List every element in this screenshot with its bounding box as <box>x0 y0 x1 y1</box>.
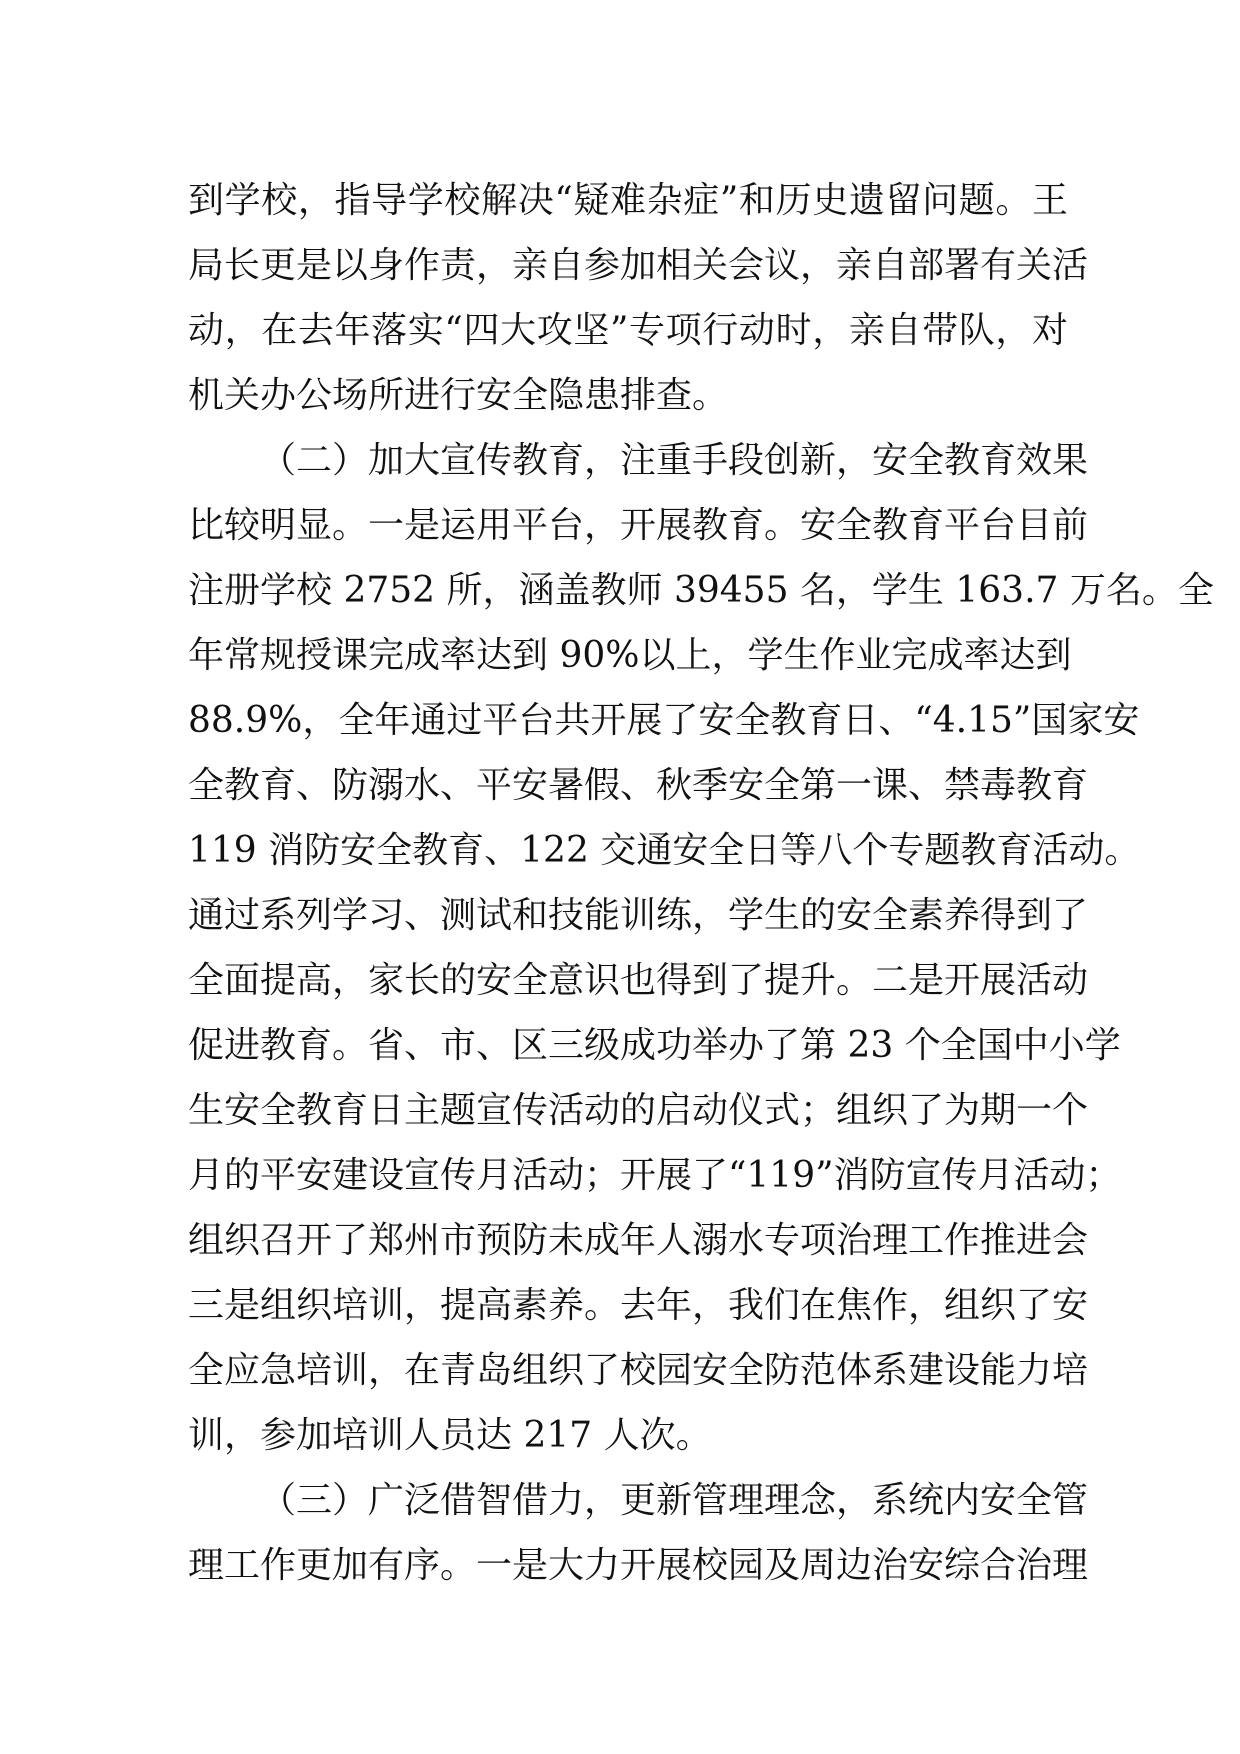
text-line: 机关办公场所进行安全隐患排查。 <box>188 375 729 416</box>
text-line: 88.9%，全年通过平台共开展了安全教育日、“4.15”国家安 <box>188 700 1140 741</box>
body-text <box>188 168 1214 1598</box>
text-line: 组织召开了郑州市预防未成年人溺水专项治理工作推进会 <box>188 1220 1089 1261</box>
text-line: 全应急培训，在青岛组织了校园安全防范体系建设能力培 <box>188 1350 1089 1391</box>
text-line: 促进教育。省、市、区三级成功举办了第 23 个全国中小学 <box>188 1025 1121 1066</box>
text-line: （三）广泛借智借力，更新管理理念，系统内安全管 <box>260 1480 1089 1521</box>
text-line: 全面提高，家长的安全意识也得到了提升。二是开展活动 <box>188 960 1089 1001</box>
text-line: （二）加大宣传教育，注重手段创新，安全教育效果 <box>260 440 1089 481</box>
text-line: 三是组织培训，提高素养。去年，我们在焦作，组织了安 <box>188 1285 1089 1326</box>
text-line: 全教育、防溺水、平安暑假、秋季安全第一课、禁毒教育 <box>188 765 1089 806</box>
text-line: 通过系列学习、测试和技能训练，学生的安全素养得到了 <box>188 895 1089 936</box>
text-line: 生安全教育日主题宣传活动的启动仪式；组织了为期一个 <box>188 1090 1089 1131</box>
text-line: 训，参加培训人员达 217 人次。 <box>188 1415 712 1456</box>
text-line: 年常规授课完成率达到 90%以上，学生作业完成率达到 <box>188 635 1072 676</box>
text-line: 动，在去年落实“四大攻坚”专项行动时，亲自带队，对 <box>188 310 1068 351</box>
text-line: 119 消防安全教育、122 交通安全日等八个专题教育活动。 <box>188 830 1141 871</box>
text-line: 注册学校 2752 所，涵盖教师 39455 名，学生 163.7 万名。全 <box>188 570 1214 611</box>
text-line: 到学校，指导学校解决“疑难杂症”和历史遗留问题。王 <box>188 180 1068 221</box>
text-line: 局长更是以身作责，亲自参加相关会议，亲自部署有关活 <box>188 245 1089 286</box>
text-line: 理工作更加有序。一是大力开展校园及周边治安综合治理 <box>188 1545 1089 1586</box>
text-line: 比较明显。一是运用平台，开展教育。安全教育平台目前 <box>188 505 1089 546</box>
text-line: 月的平安建设宣传月活动；开展了“119”消防宣传月活动； <box>188 1155 1122 1196</box>
